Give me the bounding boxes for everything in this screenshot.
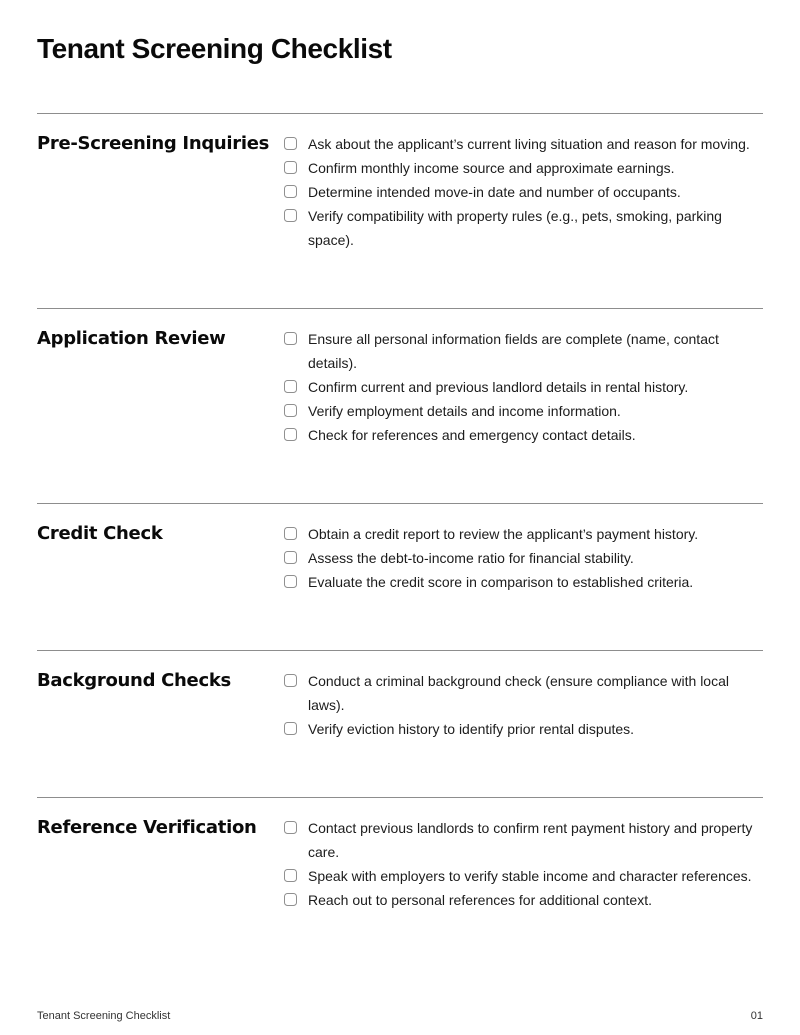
checklist-item[interactable] (284, 204, 763, 252)
checklist-section (37, 797, 763, 912)
page-footer (37, 1010, 763, 1023)
checklist-item-label: Verify employment details and income information. (308, 403, 621, 419)
checkbox-icon[interactable] (284, 380, 297, 393)
checklist-item[interactable] (284, 132, 763, 156)
checklist-item[interactable] (284, 327, 763, 375)
checklist-item-label: Confirm monthly income source and approximate earnings. (308, 160, 675, 176)
checkbox-icon[interactable] (284, 137, 297, 150)
checkbox-icon[interactable] (284, 161, 297, 174)
checklist-item[interactable] (284, 816, 763, 864)
checkbox-icon[interactable] (284, 404, 297, 417)
checklist-item-label: Evaluate the credit score in comparison to established criteria. (308, 574, 694, 590)
checkbox-icon[interactable] (284, 209, 297, 222)
checkbox-icon[interactable] (284, 551, 297, 564)
checklist-item-label: Verify eviction history to identify prior rental disputes. (308, 721, 635, 737)
checkbox-icon[interactable] (284, 722, 297, 735)
checklist-item[interactable] (284, 546, 763, 570)
section-heading: Credit Check (37, 523, 163, 544)
checkbox-icon[interactable] (284, 428, 297, 441)
section-items (284, 522, 763, 594)
section-heading: Reference Verification (37, 817, 257, 838)
section-items (284, 327, 763, 447)
checklist-item-label: Speak with employers to verify stable income and character references. (308, 868, 752, 884)
section-heading: Background Checks (37, 670, 231, 691)
checklist-item-label: Obtain a credit report to review the applicant’s payment history. (308, 526, 699, 542)
checklist-item-label: Ask about the applicant’s current living situation and reason for moving. (308, 136, 750, 152)
section-heading: Pre-Screening Inquiries (37, 133, 270, 154)
checkbox-icon[interactable] (284, 869, 297, 882)
checklist-item-label: Check for references and emergency contact details. (308, 427, 636, 443)
checklist-item[interactable] (284, 570, 763, 594)
checklist-item-label: Confirm current and previous landlord details in rental history. (308, 379, 689, 395)
page-title: Tenant Screening Checklist (37, 33, 392, 64)
section-heading: Application Review (37, 328, 226, 349)
checklist-section (37, 308, 763, 447)
checklist-section (37, 650, 763, 741)
checklist-item-label: Ensure all personal information fields are complete (name, contact details). (308, 331, 719, 371)
checklist-section (37, 113, 763, 252)
section-items (284, 132, 763, 252)
checklist (37, 113, 763, 912)
checkbox-icon[interactable] (284, 893, 297, 906)
checklist-item[interactable] (284, 522, 763, 546)
footer-document-title: Tenant Screening Checklist (37, 1010, 171, 1022)
checkbox-icon[interactable] (284, 575, 297, 588)
checklist-item[interactable] (284, 423, 763, 447)
checklist-item[interactable] (284, 888, 763, 912)
checklist-item[interactable] (284, 399, 763, 423)
checklist-item-label: Assess the debt-to-income ratio for financial stability. (308, 550, 634, 566)
checklist-item-label: Verify compatibility with property rules (e.g., pets, smoking, parking space). (308, 208, 722, 248)
page-number: 01 (750, 1010, 763, 1022)
section-items (284, 816, 763, 912)
checkbox-icon[interactable] (284, 185, 297, 198)
checklist-item-label: Conduct a criminal background check (ensure compliance with local laws). (308, 673, 729, 713)
checkbox-icon[interactable] (284, 332, 297, 345)
checklist-section (37, 503, 763, 594)
checkbox-icon[interactable] (284, 527, 297, 540)
checklist-item[interactable] (284, 156, 763, 180)
checklist-item-label: Determine intended move-in date and number of occupants. (308, 184, 681, 200)
checkbox-icon[interactable] (284, 821, 297, 834)
section-items (284, 669, 763, 741)
checklist-item-label: Contact previous landlords to confirm rent payment history and property care. (308, 820, 753, 860)
checklist-item[interactable] (284, 375, 763, 399)
checklist-item[interactable] (284, 180, 763, 204)
checkbox-icon[interactable] (284, 674, 297, 687)
checklist-item-label: Reach out to personal references for additional context. (308, 892, 652, 908)
checklist-item[interactable] (284, 669, 763, 717)
checklist-item[interactable] (284, 864, 763, 888)
checklist-item[interactable] (284, 717, 763, 741)
